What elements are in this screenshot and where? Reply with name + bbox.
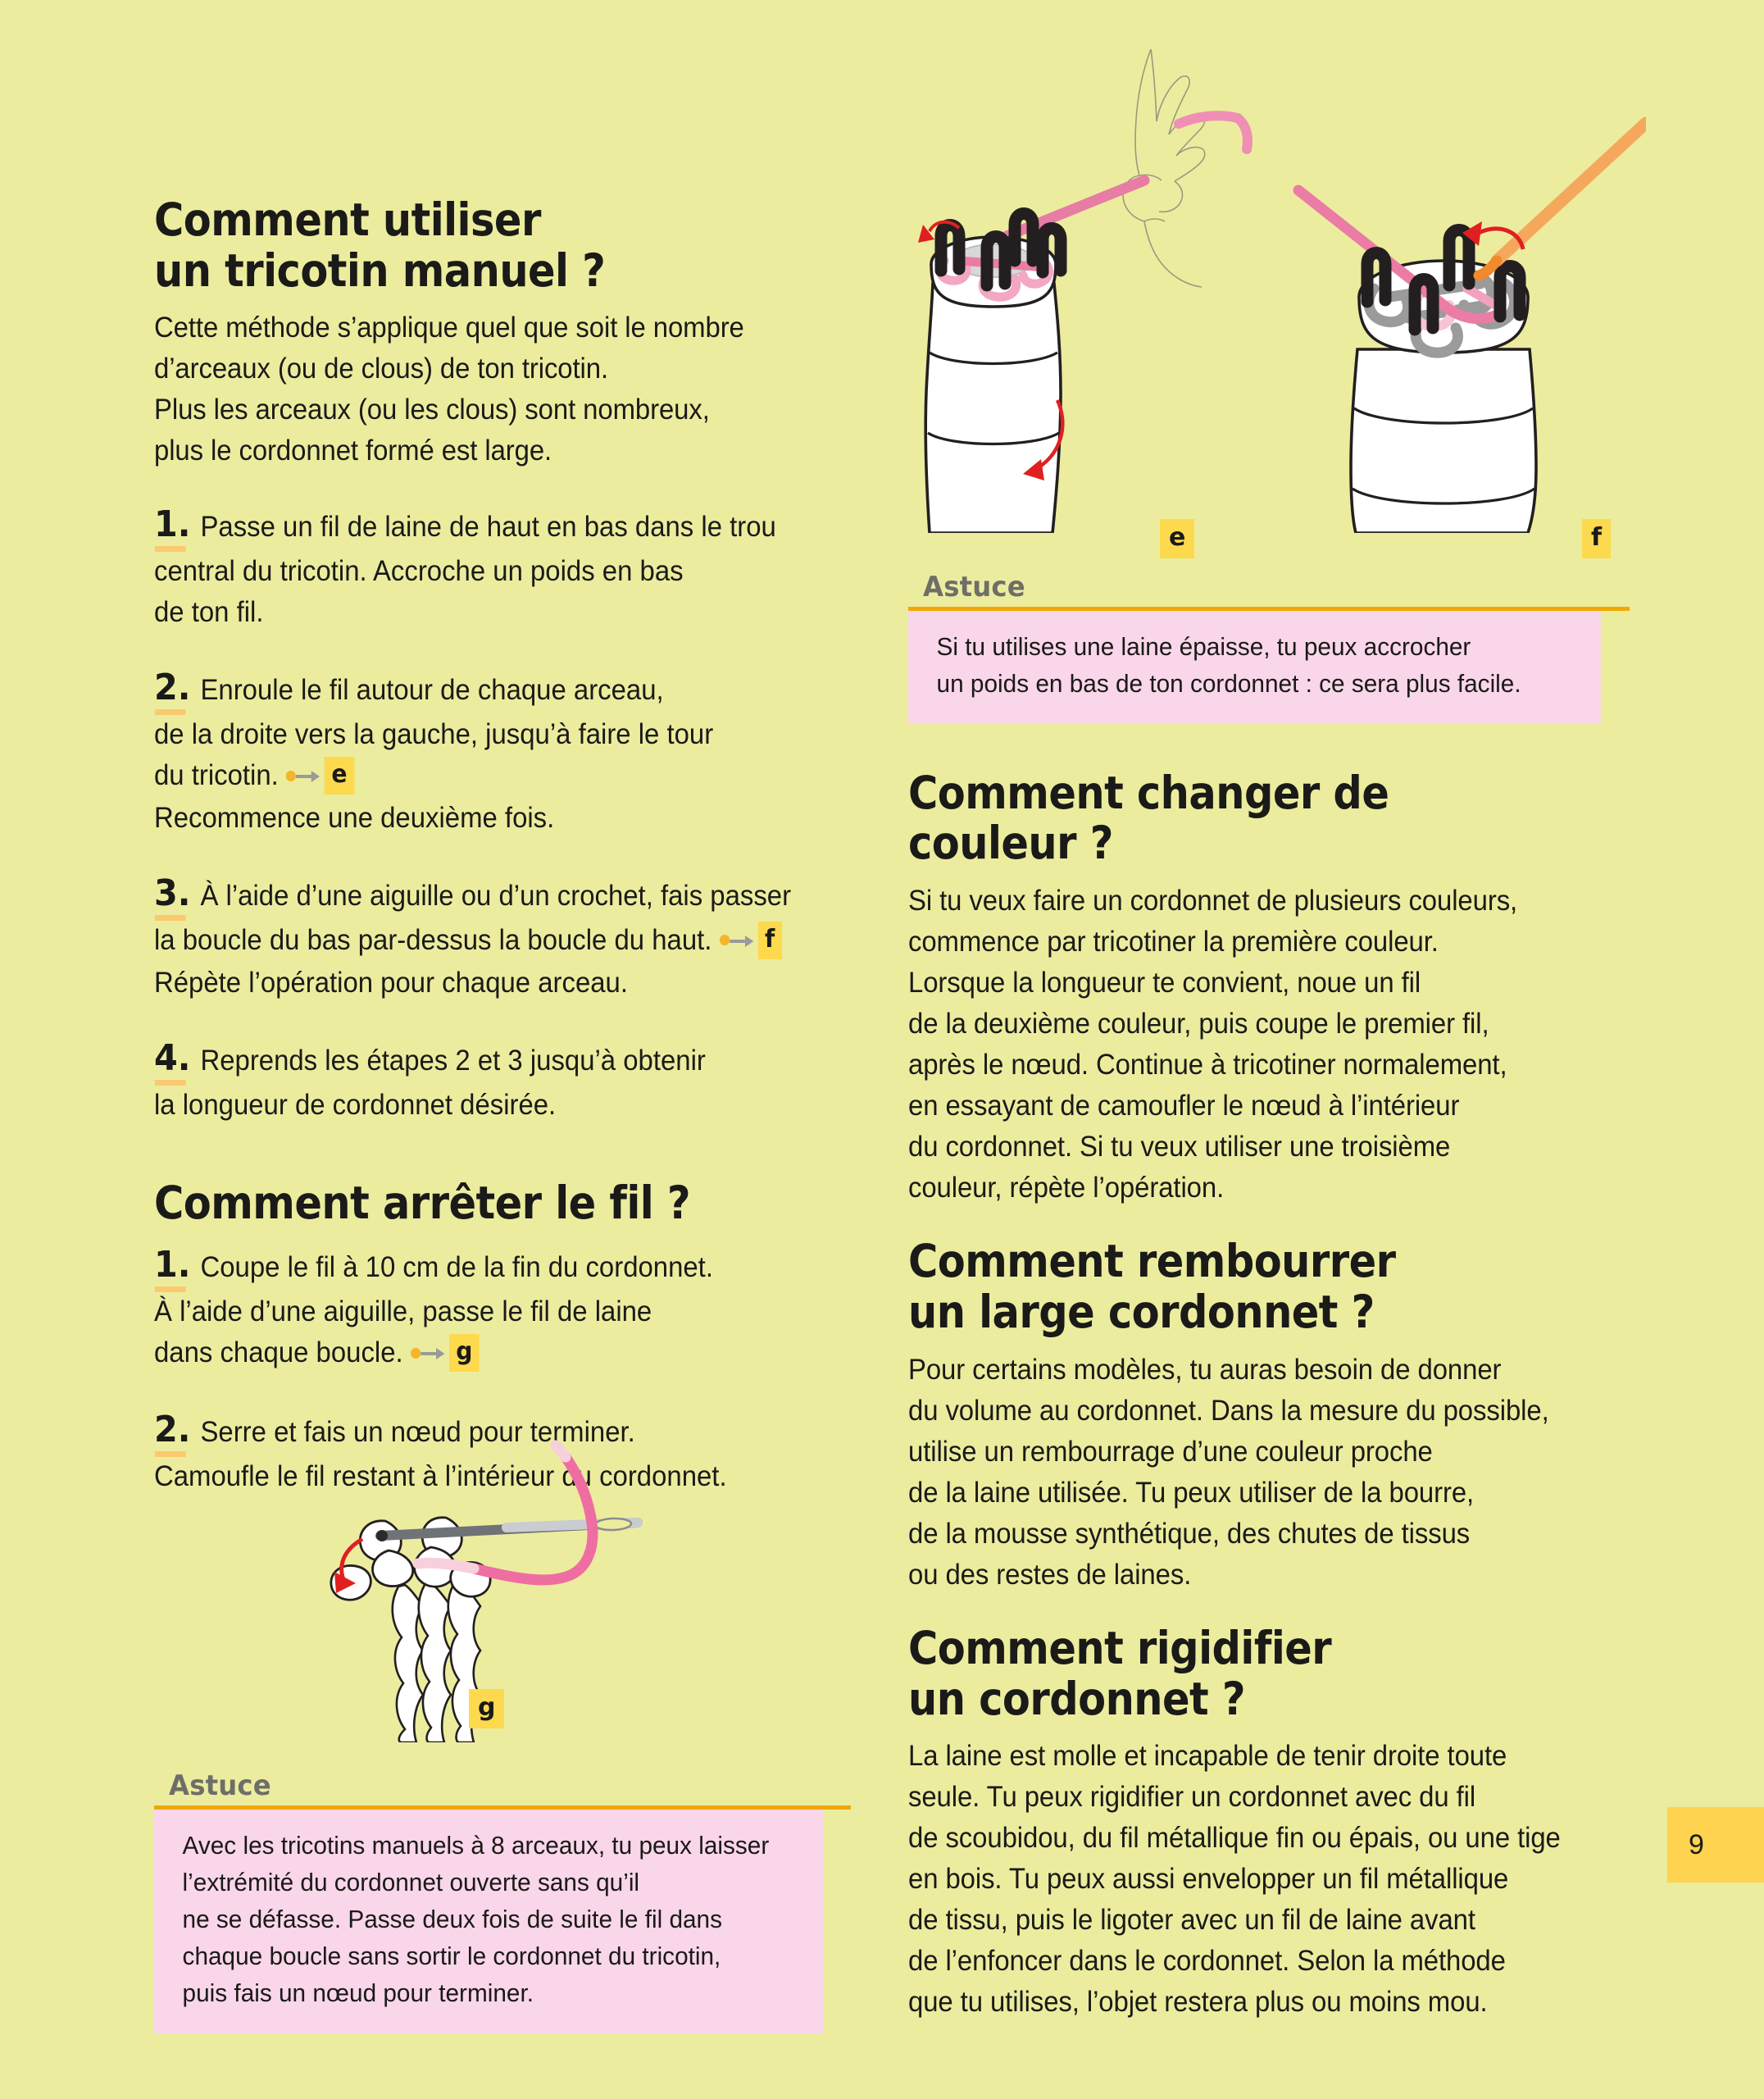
text-line: après le nœud. Continue à tricotiner normalement, [908, 1049, 1507, 1081]
page-number-badge: 9 [1667, 1807, 1764, 1883]
step-item [154, 499, 809, 633]
text-line: de l’enfoncer dans le cordonnet. Selon la méthode [908, 1945, 1506, 1978]
heading-line: Comment utiliser [154, 194, 541, 246]
astuce-line: chaque boucle sans sortir le cordonnet du tricotin, [182, 1941, 721, 1970]
step-item [154, 1240, 809, 1375]
para-rigidifier [908, 1736, 1586, 2023]
astuce-line: puis fais un nœud pour terminer. [182, 1978, 534, 2007]
heading-arreter-fil: Comment arrêter le fil ? [154, 1176, 691, 1229]
text-line: de scoubidou, du fil métallique fin ou épais, ou une tige [908, 1822, 1561, 1855]
figure-ref-g[interactable] [411, 1331, 480, 1373]
text-line: utilise un rembourrage d’une couleur proche [908, 1435, 1433, 1468]
astuce-line: un poids en bas de ton cordonnet : ce sera plus facile. [936, 668, 1521, 698]
text-line: À l’aide d’une aiguille, passe le fil de laine [154, 1295, 652, 1328]
arrow-right-icon [419, 1332, 445, 1373]
figure-g-label: g [469, 1689, 504, 1728]
text-line: Pour certains modèles, tu auras besoin de donner [908, 1353, 1502, 1386]
step-number: 2. [154, 1409, 193, 1450]
astuce-text [154, 1810, 823, 2033]
heading-utiliser-tricotin [154, 195, 781, 296]
para-couleur [908, 881, 1586, 1209]
text-line: Passe un fil de laine de haut en bas dans le trou [200, 511, 776, 544]
step-number: 2. [154, 667, 193, 708]
text-line: du tricotin. [154, 759, 279, 792]
text-line: Cette méthode s’applique quel que soit le nombre [154, 312, 744, 344]
text-line: Plus les arceaux (ou les clous) sont nombreux, [154, 394, 710, 426]
step-number: 3. [154, 872, 193, 914]
text-line: Recommence une deuxième fois. [154, 802, 555, 835]
ref-badge-f: f [758, 922, 782, 959]
text-line: Enroule le fil autour de chaque arceau, [200, 674, 664, 707]
heading-line: un large cordonnet ? [908, 1286, 1375, 1339]
left-column [154, 195, 851, 1505]
text-line: de tissu, puis le ligoter avec un fil de laine avant [908, 1904, 1475, 1937]
ref-badge-g: g [449, 1334, 480, 1372]
step-number: 4. [154, 1037, 193, 1079]
heading-line: Comment rigidifier [908, 1621, 1332, 1674]
text-line: Serre et fais un nœud pour terminer. [200, 1416, 635, 1449]
text-line: central du tricotin. Accroche un poids en bas [154, 555, 684, 588]
text-line: ou des restes de laines. [908, 1558, 1192, 1591]
text-line: d’arceaux (ou de clous) de ton tricotin. [154, 353, 609, 385]
heading-line: un tricotin manuel ? [154, 244, 606, 297]
astuce-text [908, 611, 1601, 724]
astuce-box-weight [908, 571, 1630, 724]
figure-ref-e[interactable] [286, 754, 354, 796]
text-line: plus le cordonnet formé est large. [154, 435, 552, 467]
heading-line: un cordonnet ? [908, 1672, 1246, 1725]
astuce-title: Astuce [923, 571, 1025, 603]
para-rembourrer [908, 1350, 1586, 1596]
figure-f-label: f [1582, 519, 1611, 558]
text-line: la longueur de cordonnet désirée. [154, 1088, 557, 1121]
figure-f-tricotin-loop-over [1285, 115, 1646, 533]
figure-e-label: e [1160, 519, 1194, 558]
heading-changer-couleur: Comment changer de couleur ? [908, 766, 1389, 870]
text-line: du cordonnet. Si tu veux utiliser une troisième [908, 1131, 1451, 1163]
right-column [908, 566, 1630, 2029]
text-line: Reprends les étapes 2 et 3 jusqu’à obtenir [200, 1044, 706, 1077]
para-intro [154, 307, 809, 471]
text-line: Lorsque la longueur te convient, noue un fil [908, 967, 1421, 999]
text-line: seule. Tu peux rigidifier un cordonnet avec du fil [908, 1781, 1476, 1814]
arrow-right-icon [728, 920, 754, 961]
text-line: en bois. Tu peux aussi envelopper un fil métallique [908, 1863, 1509, 1896]
text-line: de la laine utilisée. Tu peux utiliser de la bourre, [908, 1476, 1475, 1509]
text-line: Coupe le fil à 10 cm de la fin du cordonnet. [200, 1251, 713, 1284]
text-line: dans chaque boucle. [154, 1336, 403, 1369]
heading-rigidifier [908, 1623, 1557, 1724]
astuce-line: Avec les tricotins manuels à 8 arceaux, tu peux laisser [182, 1831, 770, 1860]
step-item [154, 868, 809, 1004]
ref-badge-e: e [325, 757, 354, 795]
figure-ref-f[interactable] [720, 918, 782, 961]
astuce-title: Astuce [169, 1769, 271, 1802]
text-line: La laine est molle et incapable de tenir droite toute [908, 1740, 1507, 1773]
text-line: À l’aide d’une aiguille ou d’un crochet, fais passer [200, 880, 792, 913]
text-line: en essayant de camoufler le nœud à l’intérieur [908, 1090, 1460, 1122]
astuce-line: ne se défasse. Passe deux fois de suite le fil dans [182, 1904, 722, 1933]
text-line: commence par tricotiner la première couleur. [908, 926, 1439, 958]
step-number: 1. [154, 1244, 193, 1286]
text-line: couleur, répète l’opération. [908, 1172, 1225, 1204]
astuce-line: Si tu utilises une laine épaisse, tu peux accrocher [936, 632, 1471, 661]
text-line: la boucle du bas par-dessus la boucle du haut. [154, 924, 712, 957]
arrow-right-icon [294, 755, 321, 796]
astuce-line: l’extrémité du cordonnet ouverte sans qu’il [182, 1867, 640, 1896]
step-item [154, 1033, 809, 1126]
step-number: 1. [154, 503, 193, 545]
text-line: de la deuxième couleur, puis coupe le premier fil, [908, 1008, 1489, 1040]
figure-e-tricotin-winding [908, 25, 1253, 533]
astuce-box-8-arceaux [154, 1769, 851, 2033]
text-line: Si tu veux faire un cordonnet de plusieurs couleurs, [908, 885, 1518, 917]
step-item [154, 662, 809, 839]
text-line: Camoufle le fil restant à l’intérieur du cordonnet. [154, 1460, 727, 1493]
text-line: de ton fil. [154, 596, 264, 629]
text-line: de la mousse synthétique, des chutes de tissus [908, 1517, 1471, 1550]
text-line: du volume au cordonnet. Dans la mesure du possible, [908, 1394, 1549, 1427]
heading-line: Comment rembourrer [908, 1235, 1396, 1288]
heading-rembourrer [908, 1236, 1557, 1337]
text-line: Répète l’opération pour chaque arceau. [154, 966, 628, 999]
text-line: que tu utilises, l’objet restera plus ou moins mou. [908, 1986, 1488, 2019]
text-line: de la droite vers la gauche, jusqu’à faire le tour [154, 718, 714, 751]
